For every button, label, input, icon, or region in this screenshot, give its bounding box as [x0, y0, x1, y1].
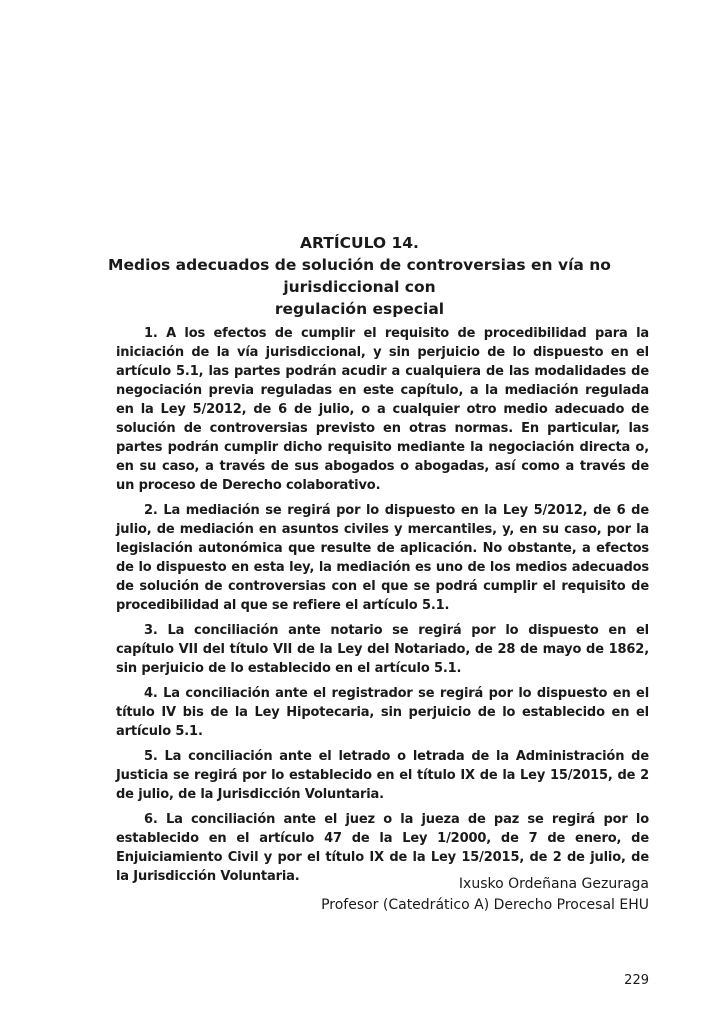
paragraph-2: 2. La mediación se regirá por lo dispuesto en la Ley 5/2012, de 6 de julio, de mediación en asuntos civiles y mercantiles, y, en su caso, por la legislación autonómica que resulte de aplicación. No obstante, a efectos de lo dispuesto en esta ley, la mediación es uno de los medios adecuados de solución de controversias con el que se podrá cumplir el requisito de procedibilidad al que se refiere el artículo 5.1.	[116, 503, 649, 613]
article-heading: ARTÍCULO 14.	[300, 234, 419, 252]
paragraph-1: 1. A los efectos de cumplir el requisito de procedibilidad para la iniciación de la vía jurisdiccional, y sin perjuicio de lo dispuesto en el artículo 5.1, las partes podrán acudir a cualquiera de las modalidades de negociación previa reguladas en este capítulo, a la mediación regulada en la Ley 5/2012, de 6 de julio, o a cualquier otro medio adecuado de solución de controversias previsto en otras normas. En particular, las partes podrán cumplir dicho requisito mediante la negociación directa o, en su caso, a través de sus abogados o abogadas, así como a través de un proceso de Derecho colaborativo.	[116, 326, 649, 493]
paragraph-4: 4. La conciliación ante el registrador se regirá por lo dispuesto en el título IV bis de la Ley Hipotecaria, sin perjuicio de lo establecido en el artículo 5.1.	[116, 686, 649, 739]
article-title-block	[60, 232, 659, 320]
article-body	[116, 324, 649, 892]
paragraph-6: 6. La conciliación ante el juez o la jueza de paz se regirá por lo establecido en el artículo 47 de la Ley 1/2000, de 7 de enero, de Enjuiciamiento Civil y por el título IX de la Ley 15/2015, de 2 de julio, de la Jurisdicción Voluntaria.	[116, 812, 649, 884]
signature-block	[321, 874, 649, 916]
page-number: 229	[624, 973, 649, 988]
article-title-line-2: regulación especial	[274, 300, 445, 318]
paragraph-3: 3. La conciliación ante notario se regirá por lo dispuesto en el capítulo VII del título VII de la Ley del Notariado, de 28 de mayo de 1862, sin perjuicio de lo establecido en el artículo 5.1.	[116, 623, 649, 676]
author-role: Profesor (Catedrático A) Derecho Procesal EHU	[321, 897, 649, 913]
paragraph-5: 5. La conciliación ante el letrado o letrada de la Administración de Justicia se regirá por lo establecido en el título IX de la Ley 15/2015, de 2 de julio, de la Jurisdicción Voluntaria.	[116, 749, 649, 802]
article-title-line-1: Medios adecuados de solución de controversias en vía no jurisdiccional con	[108, 256, 611, 296]
author-name: Ixusko Ordeñana Gezuraga	[458, 876, 649, 892]
